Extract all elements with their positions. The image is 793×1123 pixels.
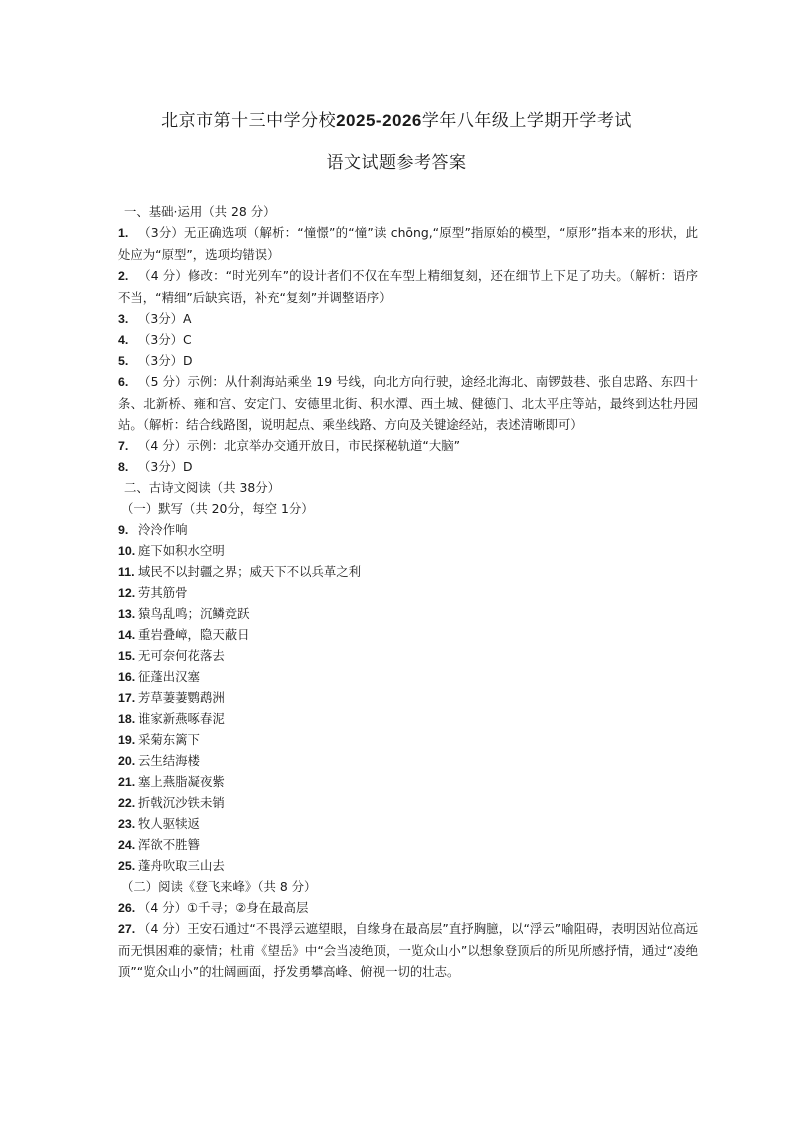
section-heading-basics: 一、基础·运用（共 28 分） [124,204,276,219]
answer-item-15: 15. 无可奈何花落去 [118,648,225,663]
exam-subtitle: 语文试题参考答案 [326,153,467,173]
answer-item-23: 23. 牧人驱犊返 [118,816,200,831]
exam-title [0,106,793,131]
answer-item-18: 18. 谁家新燕啄春泥 [118,711,225,726]
answer-item-7: 7. （4 分）示例：北京举办交通开放日，市民探秘轨道“大脑” [118,438,461,453]
answer-item-19: 19. 采菊东篱下 [118,732,200,747]
answer-item-10: 10. 庭下如积水空明 [118,543,225,558]
title-school: 北京市第十三中学分校 [161,111,337,131]
answer-item-20: 20. 云生结海楼 [118,753,200,768]
answer-item-21: 21. 塞上燕脂凝夜紫 [118,774,225,789]
answer-item-8: 8. （3分）D [118,459,193,474]
title-year: 2025-2026 [336,111,422,130]
answer-item-11: 11. 域民不以封疆之界；威天下不以兵革之利 [118,564,362,579]
answer-item-22: 22. 折戟沉沙铁未销 [118,795,225,810]
answer-body [118,201,698,982]
section-heading-classical: 二、古诗文阅读（共 38分） [124,480,281,495]
answer-item-2: 2. （4 分）修改：“时光列车”的设计者们不仅在车型上精细复刻，还在细节上下足了功夫。（解析：语序不当，“精细”后缺宾语，补充“复刻”并调整语序） [118,268,698,305]
answer-item-1: 1. （3分）无正确选项（解析：“憧憬”的“憧”读 chōng,“原型”指原始的模型，“原形”指本来的形状，此处应为“原型”，选项均错误） [118,225,698,262]
answer-item-5: 5. （3分）D [118,353,193,368]
answer-item-3: 3. （3分）A [118,311,192,326]
answer-item-17: 17. 芳草萋萋鹦鹉洲 [118,690,225,705]
answer-item-26: 26. （4 分）①千寻；②身在最高层 [118,900,309,915]
answer-item-27: 27. （4 分）王安石通过“不畏浮云遮望眼，自缘身在最高层”直抒胸臆，以“浮云”喻阻碍，表明因站位高远而无惧困难的豪情；杜甫《望岳》中“会当凌绝顶，一览众山小”以想象登顶后的所见所感抒情，通过“凌绝顶”“览众山小”的壮阔画面，抒发勇攀高峰、俯视一切的壮志。 [118,921,698,979]
answer-item-14: 14. 重岩叠嶂，隐天蔽日 [118,627,250,642]
answer-item-4: 4. （3分）C [118,332,192,347]
answer-item-24: 24. 浑欲不胜簪 [118,837,200,852]
answer-item-12: 12. 劳其筋骨 [118,585,188,600]
subsection-heading-poem-reading: （二）阅读《登飞来峰》（共 8 分） [121,879,317,894]
answer-item-13: 13. 猿鸟乱鸣；沉鳞竞跃 [118,606,250,621]
answer-item-16: 16. 征蓬出汉塞 [118,669,200,684]
answer-item-6: 6. （5 分）示例：从什刹海站乘坐 19 号线，向北方向行驶，途经北海北、南锣鼓巷、张自忠路、东四十条、北新桥、雍和宫、安定门、安德里北街、积水潭、西土城、健德门、北太平庄等站，最终到达牡丹园站。（解析：结合线路图，说明起点、乘坐线路、方向及关键途经站，表述清晰即可） [118,374,698,432]
answer-item-25: 25. 蓬舟吹取三山去 [118,858,225,873]
subsection-heading-dictation: （一）默写（共 20分，每空 1分） [121,501,314,516]
answer-item-9: 9. 泠泠作响 [118,522,188,537]
title-exam-name: 学年八年级上学期开学考试 [421,111,632,131]
